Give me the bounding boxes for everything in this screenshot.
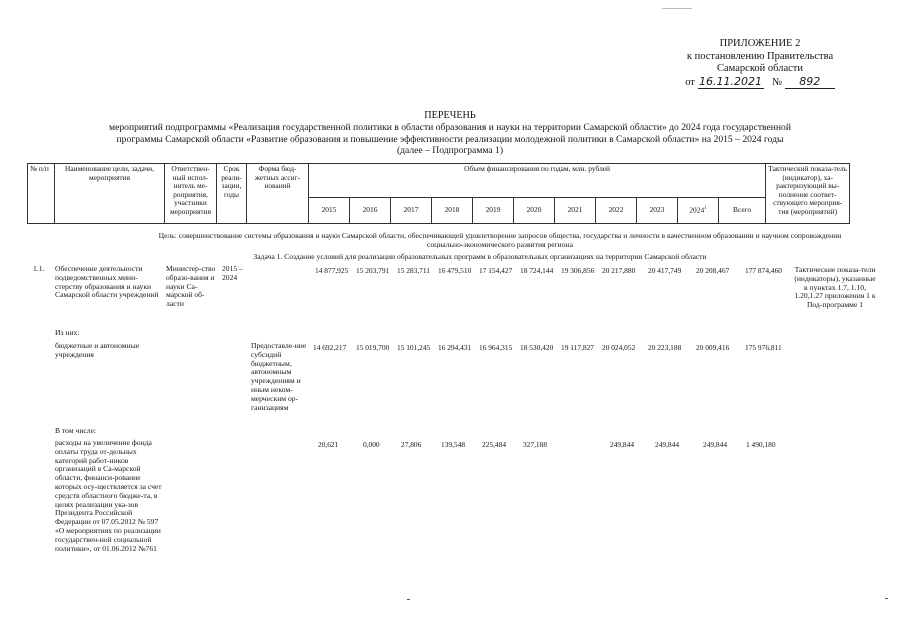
row-1-1-indicator: Тактические показа-тели (индикаторы), указанные в пунктах 1.7, 1.10, 1.20,1.27 приложения 1 к Под-программе 1 xyxy=(794,265,876,310)
row-1-1-value-total: 177 874,460 xyxy=(745,266,782,275)
row-1-1-value-2017: 15 283,711 xyxy=(397,266,430,275)
row-1-1-value-2021: 19 306,856 xyxy=(561,266,595,275)
budget-value-2022: 20 024,052 xyxy=(602,343,636,352)
handwritten-number: 892 xyxy=(785,76,835,90)
row-1-1-responsible: Министер-ство образо-вания и науки Са-марской об-ласти xyxy=(166,264,216,309)
salary-value-2016: 0,000 xyxy=(363,440,380,449)
year-2021: 2021 xyxy=(555,198,596,224)
heading-line2: программы Самарской области «Развитие образования и повышение эффективности реализации молодежной политики в Самарской области» на 2015 – 2024 годы xyxy=(116,133,784,145)
budget-value-2019: 16 964,315 xyxy=(479,343,513,352)
appendix-title: ПРИЛОЖЕНИЕ 2 xyxy=(719,38,801,49)
appendix-line2: к постановлению Правительства xyxy=(686,50,834,62)
budget-value-2017: 15 101,245 xyxy=(397,343,431,352)
budget-value-2021: 19 117,827 xyxy=(561,343,594,352)
header-form: Форма бюд-жетных ассиг-нований xyxy=(247,164,309,224)
budget-row-form: Предоставле-ние субсидий бюджетным, автономным учреждениям и иным неком-мерческим ор-ганизациям xyxy=(251,341,307,412)
handwritten-date: 16.11.2021 xyxy=(699,74,762,88)
row-1-1-term: 2015 – 2024 xyxy=(222,264,243,282)
row-1-1-name: Обеспечение деятельности подведомственных мини-стерству образования и науки Самарской области учреждений xyxy=(55,264,159,300)
header-funding: Объем финансирования по годам, млн. рублей xyxy=(309,164,766,198)
scan-speck xyxy=(885,598,888,599)
year-2018: 2018 xyxy=(432,198,473,224)
task-text: Задача 1. Создание условий для реализации образовательных программ в образовательных организациях на территории Самарской области xyxy=(253,252,707,261)
header-name: Наименование цели, задачи, мероприятия xyxy=(55,164,165,224)
year-2015: 2015 xyxy=(309,198,350,224)
year-2024-footnote: 1 xyxy=(704,206,707,212)
appendix-block xyxy=(640,38,880,89)
header-term: Срок реали-зации, годы xyxy=(217,164,247,224)
salary-value-2019: 225,484 xyxy=(482,440,507,449)
year-total: Всего xyxy=(719,198,766,224)
header-indicator: Тактический показа-тель (индикатор), ха-рактеризующий вы-полнение соответ-ствующего мероприя-тия (мероприятий) xyxy=(766,164,850,224)
funding-table xyxy=(27,163,850,224)
row-1-1-value-2019: 17 154,427 xyxy=(479,266,513,275)
row-1-1-value-2016: 15 203,791 xyxy=(356,266,390,275)
budget-value-2016: 15 019,700 xyxy=(356,343,390,352)
from-label: от xyxy=(685,76,695,88)
heading-line3: (далее – Подпрограмма 1) xyxy=(396,145,504,157)
salary-value-2018: 139,548 xyxy=(441,440,466,449)
year-2023: 2023 xyxy=(637,198,678,224)
salary-value-2017: 27,806 xyxy=(401,440,422,449)
heading-line1: мероприятий подпрограммы «Реализация государственной политики в области образования и науки на территории Самарской области» до 2024 года государственной xyxy=(109,121,791,133)
heading-title: ПЕРЕЧЕНЬ xyxy=(424,110,476,121)
row-1-1-value-2022: 20 217,880 xyxy=(602,266,636,275)
year-2024-label: 2024 xyxy=(689,205,705,215)
salary-row-name: расходы на увеличение фонда оплаты труда от-дельных категорий работ-ников организаций в Са-марской области, финанси-рование которых осу-ществляется за счет средств областного бюдже-та, в целях реализации ука-зов Президента Российской Федерации от 07.05.2012 № 597 «О мероприятиях по реализации государствен-ной социальной политики», от 01.06.2012 №761 xyxy=(55,438,162,553)
header-row-1 xyxy=(28,164,850,198)
salary-value-2022: 249,844 xyxy=(610,440,635,449)
budget-value-total: 175 976,811 xyxy=(745,343,782,352)
budget-value-2018: 16 294,431 xyxy=(438,343,472,352)
appendix-date-line xyxy=(640,76,880,90)
row-1-1-value-2024: 20 208,467 xyxy=(696,266,730,275)
year-2016: 2016 xyxy=(350,198,391,224)
salary-value-2020: 327,188 xyxy=(523,440,548,449)
of-which-label: Из них: xyxy=(55,328,80,337)
salary-value-total: 1 490,180 xyxy=(746,440,776,449)
year-2017: 2017 xyxy=(391,198,432,224)
number-label: № xyxy=(772,76,783,88)
budget-value-2020: 18 530,420 xyxy=(520,343,554,352)
year-2024 xyxy=(678,198,719,224)
scan-speck xyxy=(662,8,692,9)
salary-value-2024: 249,844 xyxy=(703,440,728,449)
budget-value-2023: 20 223,188 xyxy=(648,343,682,352)
row-1-1-value-2023: 20 417,749 xyxy=(648,266,682,275)
header-no: № п/п xyxy=(28,164,55,224)
year-2020: 2020 xyxy=(514,198,555,224)
scan-speck xyxy=(407,599,410,600)
row-1-1-value-2015: 14 877,925 xyxy=(315,266,349,275)
funding-table-wrap xyxy=(27,163,850,224)
header-responsible: Ответствен-ный испол-нитель ме-роприятия, участники мероприятия xyxy=(165,164,217,224)
appendix-line3: Самарской области xyxy=(717,63,803,74)
row-1-1-value-2018: 16 479,510 xyxy=(438,266,472,275)
salary-value-2015: 20,621 xyxy=(318,440,339,449)
budget-row-name: бюджетные и автономные учреждения xyxy=(55,341,140,359)
including-label: В том числе: xyxy=(55,426,97,435)
budget-value-2015: 14 692,217 xyxy=(313,343,347,352)
year-2019: 2019 xyxy=(473,198,514,224)
row-1-1-value-2020: 18 724,144 xyxy=(520,266,554,275)
salary-value-2023: 249,844 xyxy=(655,440,680,449)
goal-text: Цель: совершенствование системы образования и науки Самарской области, обеспечивающей удовлетворение запросов общества, государства и личности в качественном образовании и научном сопровождении социально-экономического развития региона xyxy=(158,231,842,249)
document-heading xyxy=(40,110,860,157)
row-1-1-number: 1.1. xyxy=(33,264,45,273)
year-2022: 2022 xyxy=(596,198,637,224)
budget-value-2024: 20 009,416 xyxy=(696,343,730,352)
